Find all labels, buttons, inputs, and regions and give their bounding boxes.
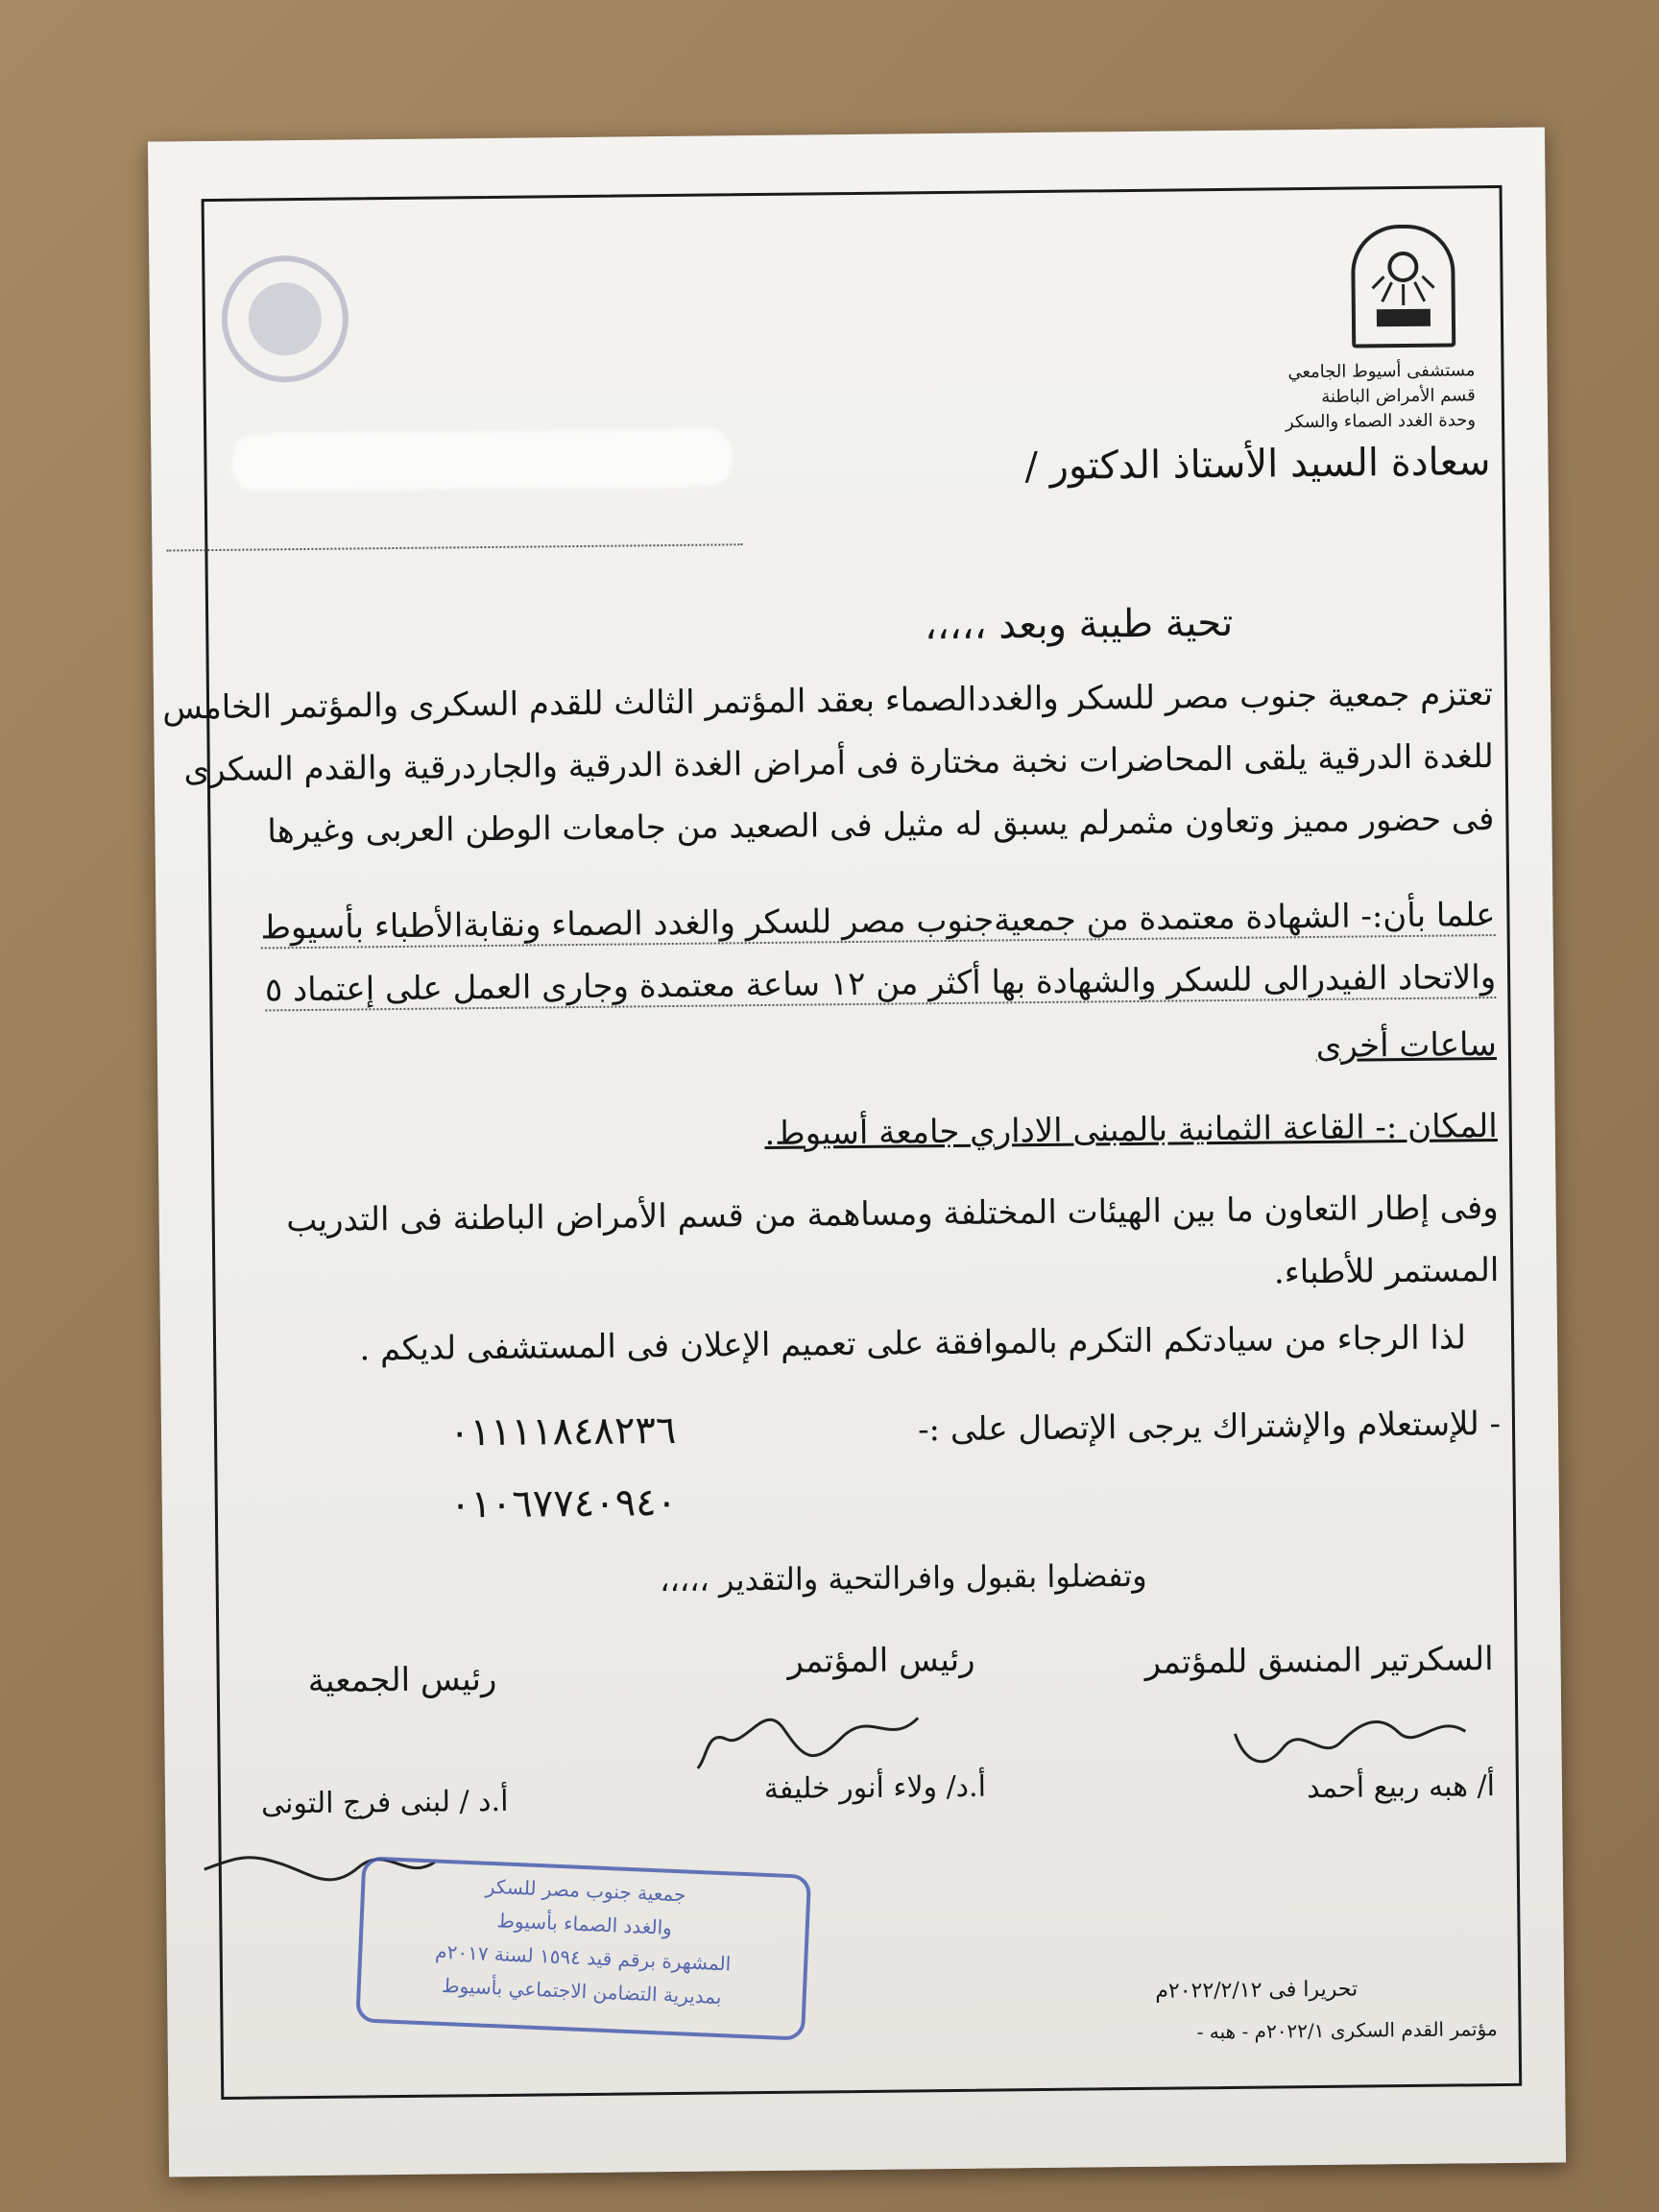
unit-name: وحدة الغدد الصماء والسكر xyxy=(1285,410,1477,433)
paragraph1-line3: فى حضور مميز وتعاون مثمرلم يسبق له مثيل فى الصعيد من جامعات الوطن العربى وغيرها xyxy=(267,800,1495,852)
addressee-rule xyxy=(166,543,742,551)
signature-title-president: رئيس المؤتمر xyxy=(787,1640,975,1681)
paragraph2-line1: علما بأن:- الشهادة معتمدة من جمعيةجنوب مصر للسكر والغدد الصماء ونقابةالأطباء بأسيوط xyxy=(260,896,1496,948)
venue: المكان :- القاعة الثمانية بالمبنى الاداري جامعة أسيوط. xyxy=(764,1107,1498,1154)
issue-date: تحريرا فى ٢٠٢٢/٢/١٢م xyxy=(1155,1977,1358,2004)
hospital-name: مستشفى أسيوط الجامعي xyxy=(1287,360,1476,383)
signature-name-secretary: أ/ هبه ربيع أحمد xyxy=(1306,1769,1496,1806)
paragraph2-line3: ساعات أخرى xyxy=(1315,1025,1498,1066)
society-seal-icon xyxy=(221,255,349,383)
reference-line: مؤتمر القدم السكرى ٢٠٢٢/١م - هبه - xyxy=(1196,2017,1498,2044)
request-line: لذا الرجاء من سيادتكم التكرم بالموافقة على تعميم الإعلان فى المستشفى لديكم . xyxy=(359,1318,1467,1369)
paragraph3-line2: المستمر للأطباء. xyxy=(1273,1251,1500,1292)
paragraph1-line1: تعتزم جمعية جنوب مصر للسكر والغددالصماء بعقد المؤتمر الثالث للقدم السكرى والمؤتمر الخامس xyxy=(162,675,1494,728)
letter-paper xyxy=(148,127,1566,2176)
signature-name-president: أ.د/ ولاء أنور خليفة xyxy=(763,1769,987,1807)
society-stamp: جمعية جنوب مصر للسكر والغدد الصماء بأسيوط المشهرة برقم قيد ١٥٩٤ لسنة ٢٠١٧م بمديرية التضامن الاجتماعي بأسيوط xyxy=(355,1856,811,2040)
phone-number-1: ٠١١١١٨٤٨٢٣٦ xyxy=(448,1407,677,1455)
letter-body xyxy=(148,127,1566,2176)
department-name: قسم الأمراض الباطنة xyxy=(1321,385,1476,407)
university-logo-icon xyxy=(1351,224,1455,348)
paragraph2-line2: والاتحاد الفيدرالى للسكر والشهادة بها أكثر من ١٢ ساعة معتمدة وجارى العمل على إعتماد ٥ xyxy=(264,958,1497,1010)
signature-president xyxy=(687,1698,938,1778)
redacted-name xyxy=(232,428,733,491)
greeting: تحية طيبة وبعد ،،،،، xyxy=(924,600,1234,649)
signature-name-society-head: أ.د / لبنى فرج التونى xyxy=(260,1784,509,1821)
phone-number-2: ٠١٠٦٧٧٤٠٩٤٠ xyxy=(449,1479,678,1527)
contact-label: - للإستعلام والإشتراك يرجى الإتصال على :- xyxy=(917,1404,1502,1450)
addressee: سعادة السيد الأستاذ الدكتور / xyxy=(1024,440,1491,490)
signature-title-society-head: رئيس الجمعية xyxy=(307,1659,497,1701)
paragraph3-line1: وفى إطار التعاون ما بين الهيئات المختلفة ومساهمة من قسم الأمراض الباطنة فى التدريب xyxy=(286,1189,1499,1240)
closing: وتفضلوا بقبول وافرالتحية والتقدير ،،،،، xyxy=(659,1556,1147,1599)
signature-title-secretary: السكرتير المنسق للمؤتمر xyxy=(1144,1640,1494,1682)
paragraph1-line2: للغدة الدرقية يلقى المحاضرات نخبة مختارة فى أمراض الغدة الدرقية والجاردرقية والقدم السكرى xyxy=(183,737,1494,790)
